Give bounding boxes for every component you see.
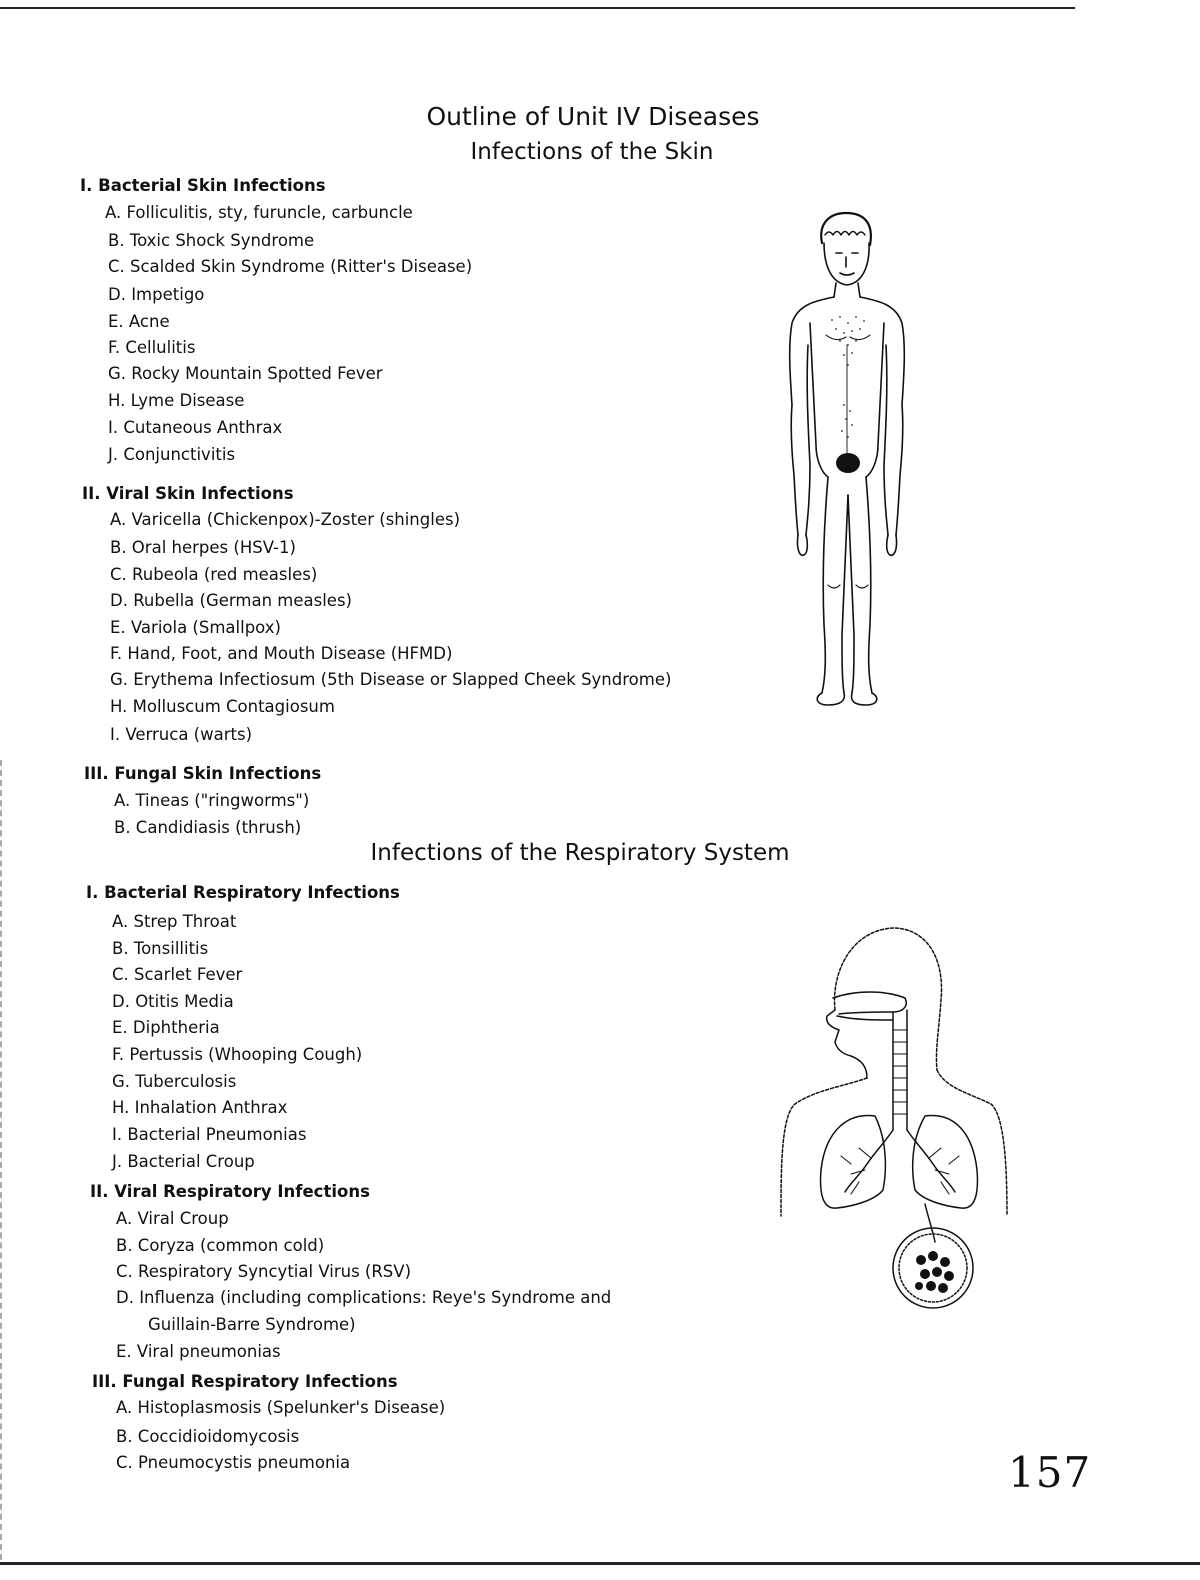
list-item-continuation: Guillain-Barre Syndrome)	[148, 1315, 356, 1334]
page-title: Outline of Unit IV Diseases	[426, 102, 760, 131]
list-item: G. Erythema Infectiosum (5th Disease or Slapped Cheek Syndrome)	[110, 670, 672, 689]
top-rule	[0, 7, 1075, 9]
list-item: G. Tuberculosis	[112, 1072, 237, 1091]
list-item: F. Cellulitis	[108, 338, 196, 357]
list-item: B. Oral herpes (HSV-1)	[110, 538, 296, 557]
scan-edge-marks	[0, 760, 5, 1560]
list-item: C. Scarlet Fever	[112, 965, 243, 984]
list-item: E. Diphtheria	[112, 1018, 220, 1037]
list-item: I. Verruca (warts)	[110, 725, 253, 744]
list-item: C. Scalded Skin Syndrome (Ritter's Disease)	[108, 257, 473, 276]
list-item: E. Acne	[108, 312, 170, 331]
list-item: C. Pneumocystis pneumonia	[116, 1453, 351, 1472]
list-item: H. Molluscum Contagiosum	[110, 697, 335, 716]
list-item: H. Lyme Disease	[108, 391, 245, 410]
list-item: B. Candidiasis (thrush)	[114, 818, 302, 837]
list-item: A. Histoplasmosis (Spelunker's Disease)	[116, 1398, 446, 1417]
section-heading: I. Bacterial Respiratory Infections	[86, 883, 400, 902]
section-heading: III. Fungal Respiratory Infections	[92, 1372, 398, 1391]
list-item: G. Rocky Mountain Spotted Fever	[108, 364, 383, 383]
list-item: A. Varicella (Chickenpox)-Zoster (shingles)	[110, 510, 461, 529]
list-item: B. Tonsillitis	[112, 939, 209, 958]
list-item: C. Rubeola (red measles)	[110, 565, 318, 584]
respiratory-system-figure	[775, 920, 1015, 1320]
bottom-rule	[0, 1562, 1200, 1565]
human-body-figure	[770, 205, 940, 715]
list-item: B. Coccidioidomycosis	[116, 1427, 300, 1446]
section-heading: III. Fungal Skin Infections	[84, 764, 322, 783]
page-number: 157	[1008, 1448, 1092, 1497]
list-item: E. Viral pneumonias	[116, 1342, 281, 1361]
list-item: B. Toxic Shock Syndrome	[108, 231, 315, 250]
list-item: A. Viral Croup	[116, 1209, 229, 1228]
list-item: A. Folliculitis, sty, furuncle, carbuncle	[105, 203, 413, 222]
list-item: H. Inhalation Anthrax	[112, 1098, 288, 1117]
list-item: J. Bacterial Croup	[112, 1152, 255, 1171]
list-item: D. Influenza (including complications: Reye's Syndrome and	[116, 1288, 612, 1307]
section-heading: I. Bacterial Skin Infections	[80, 176, 326, 195]
list-item: F. Pertussis (Whooping Cough)	[112, 1045, 363, 1064]
list-item: D. Rubella (German measles)	[110, 591, 352, 610]
list-item: I. Cutaneous Anthrax	[108, 418, 283, 437]
section-heading: II. Viral Respiratory Infections	[90, 1182, 370, 1201]
list-item: A. Strep Throat	[112, 912, 237, 931]
list-item: I. Bacterial Pneumonias	[112, 1125, 307, 1144]
respiratory-heading: Infections of the Respiratory System	[370, 840, 790, 866]
list-item: B. Coryza (common cold)	[116, 1236, 325, 1255]
list-item: F. Hand, Foot, and Mouth Disease (HFMD)	[110, 644, 453, 663]
list-item: A. Tineas ("ringworms")	[114, 791, 310, 810]
skin-heading: Infections of the Skin	[470, 139, 714, 165]
list-item: D. Impetigo	[108, 285, 205, 304]
section-heading: II. Viral Skin Infections	[82, 484, 294, 503]
list-item: E. Variola (Smallpox)	[110, 618, 281, 637]
list-item: J. Conjunctivitis	[108, 445, 236, 464]
list-item: C. Respiratory Syncytial Virus (RSV)	[116, 1262, 412, 1281]
list-item: D. Otitis Media	[112, 992, 234, 1011]
